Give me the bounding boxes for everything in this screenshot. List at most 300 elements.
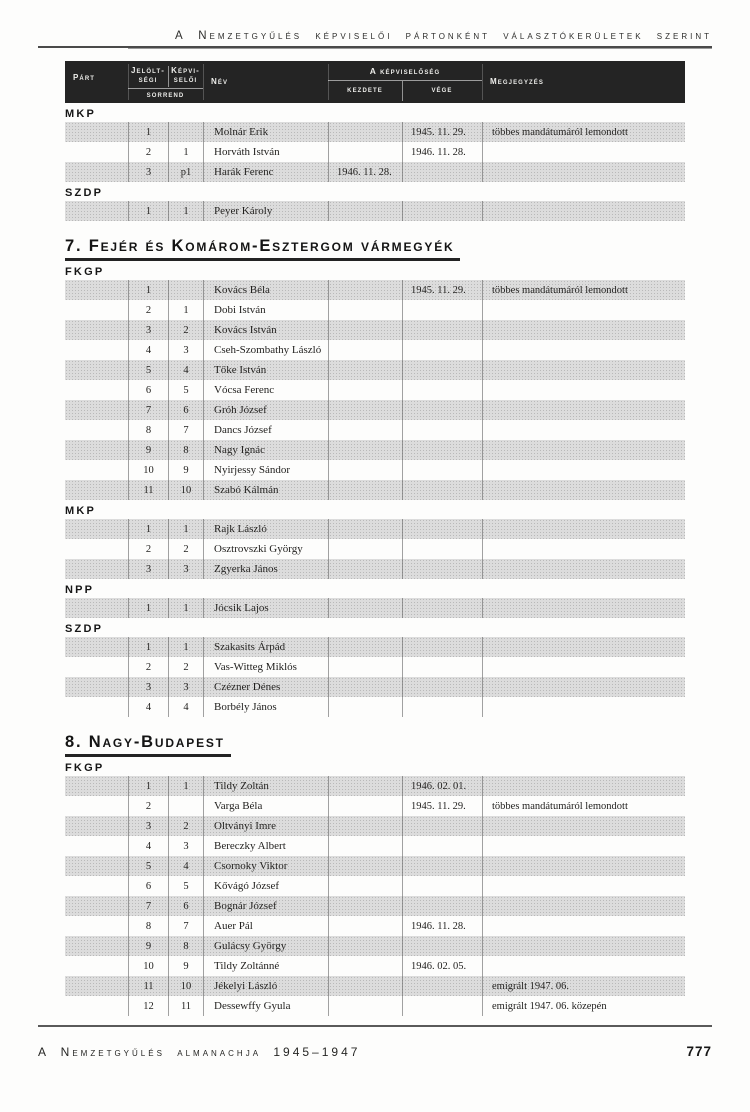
cell-representative-order	[168, 122, 203, 142]
cell-note	[482, 420, 685, 440]
cell-candidacy-order: 12	[128, 996, 168, 1016]
cell-term-start	[328, 836, 402, 856]
cell-representative-order: 4	[168, 360, 203, 380]
header-divider-term-horizontal	[328, 80, 482, 81]
cell-name: Bognár József	[203, 896, 328, 916]
cell-term-start	[328, 916, 402, 936]
cell-name: Czézner Dénes	[203, 677, 328, 697]
cell-term-end	[402, 420, 482, 440]
cell-representative-order: 1	[168, 201, 203, 221]
header-column-line	[128, 64, 129, 100]
cell-candidacy-order: 2	[128, 539, 168, 559]
party-row-group	[65, 201, 685, 221]
cell-note: többes mandátumáról lemondott	[482, 122, 685, 142]
table-row	[65, 956, 685, 976]
cell-note: többes mandátumáról lemondott	[482, 796, 685, 816]
header-divider-sort-horizontal	[128, 88, 203, 89]
cell-name: Osztrovszki György	[203, 539, 328, 559]
table-row	[65, 996, 685, 1016]
cell-term-end: 1945. 11. 29.	[402, 280, 482, 300]
table-row	[65, 300, 685, 320]
cell-representative-order	[168, 280, 203, 300]
cell-representative-order: 1	[168, 776, 203, 796]
cell-representative-order: 6	[168, 896, 203, 916]
cell-candidacy-order: 8	[128, 420, 168, 440]
cell-term-end	[402, 856, 482, 876]
cell-candidacy-order: 3	[128, 816, 168, 836]
table	[65, 61, 685, 1016]
party-label: MKP	[65, 505, 97, 517]
cell-party	[65, 677, 128, 697]
cell-name: Varga Béla	[203, 796, 328, 816]
table-row	[65, 539, 685, 559]
table-row	[65, 519, 685, 539]
table-row	[65, 637, 685, 657]
cell-representative-order: p1	[168, 162, 203, 182]
cell-representative-order: 8	[168, 440, 203, 460]
table-row	[65, 776, 685, 796]
cell-party	[65, 637, 128, 657]
party-label: FKGP	[65, 762, 105, 774]
cell-representative-order: 1	[168, 300, 203, 320]
cell-note	[482, 201, 685, 221]
cell-note	[482, 480, 685, 500]
cell-party	[65, 519, 128, 539]
table-row	[65, 876, 685, 896]
cell-term-start	[328, 519, 402, 539]
cell-name: Jócsik Lajos	[203, 598, 328, 618]
cell-party	[65, 142, 128, 162]
cell-representative-order: 1	[168, 637, 203, 657]
table-row	[65, 657, 685, 677]
cell-candidacy-order: 1	[128, 280, 168, 300]
cell-term-end	[402, 440, 482, 460]
cell-representative-order: 11	[168, 996, 203, 1016]
cell-representative-order: 7	[168, 420, 203, 440]
table-row	[65, 360, 685, 380]
cell-note	[482, 657, 685, 677]
table-row	[65, 816, 685, 836]
cell-term-start	[328, 637, 402, 657]
cell-term-start	[328, 142, 402, 162]
table-row	[65, 142, 685, 162]
cell-representative-order: 1	[168, 519, 203, 539]
cell-term-end: 1946. 02. 01.	[402, 776, 482, 796]
table-row	[65, 896, 685, 916]
table-row	[65, 976, 685, 996]
cell-candidacy-order: 1	[128, 519, 168, 539]
cell-name: Rajk László	[203, 519, 328, 539]
header-divider-sort-vertical	[168, 66, 169, 87]
cell-candidacy-order: 11	[128, 480, 168, 500]
cell-party	[65, 916, 128, 936]
cell-term-start	[328, 796, 402, 816]
cell-candidacy-order: 9	[128, 936, 168, 956]
cell-term-start	[328, 677, 402, 697]
cell-note	[482, 559, 685, 579]
cell-candidacy-order: 2	[128, 657, 168, 677]
cell-name: Csornoky Viktor	[203, 856, 328, 876]
cell-party	[65, 796, 128, 816]
cell-candidacy-order: 1	[128, 776, 168, 796]
cell-party	[65, 122, 128, 142]
cell-name: Tildy Zoltánné	[203, 956, 328, 976]
section-heading-text: 7. Fejér és Komárom-Esztergom vármegyék	[65, 237, 460, 261]
cell-name: Peyer Károly	[203, 201, 328, 221]
cell-note	[482, 340, 685, 360]
header-column-line	[482, 64, 483, 100]
cell-candidacy-order: 3	[128, 559, 168, 579]
cell-term-start	[328, 460, 402, 480]
cell-term-start	[328, 996, 402, 1016]
cell-candidacy-order: 3	[128, 320, 168, 340]
cell-candidacy-order: 9	[128, 440, 168, 460]
cell-party	[65, 360, 128, 380]
table-row	[65, 936, 685, 956]
cell-note	[482, 677, 685, 697]
cell-party	[65, 559, 128, 579]
cell-candidacy-order: 7	[128, 400, 168, 420]
cell-name: Vócsa Ferenc	[203, 380, 328, 400]
page-title: A Nemzetgyűlés képviselői pártonként választókerületek szerint	[175, 30, 712, 42]
cell-term-end	[402, 697, 482, 717]
cell-term-end	[402, 519, 482, 539]
cell-term-end	[402, 340, 482, 360]
cell-representative-order: 9	[168, 460, 203, 480]
table-row	[65, 598, 685, 618]
cell-term-start	[328, 697, 402, 717]
table-row	[65, 697, 685, 717]
cell-term-end	[402, 480, 482, 500]
cell-party	[65, 440, 128, 460]
cell-candidacy-order: 1	[128, 637, 168, 657]
table-row	[65, 916, 685, 936]
title-rule	[38, 46, 712, 48]
cell-note	[482, 598, 685, 618]
cell-name: Auer Pál	[203, 916, 328, 936]
party-label: MKP	[65, 108, 97, 120]
cell-term-end	[402, 162, 482, 182]
cell-note	[482, 300, 685, 320]
cell-term-start	[328, 896, 402, 916]
cell-name: Bereczky Albert	[203, 836, 328, 856]
cell-term-start	[328, 360, 402, 380]
cell-candidacy-order: 6	[128, 876, 168, 896]
cell-term-end	[402, 559, 482, 579]
cell-name: Horváth István	[203, 142, 328, 162]
cell-name: Vas-Witteg Miklós	[203, 657, 328, 677]
cell-party	[65, 697, 128, 717]
party-row-group	[65, 519, 685, 579]
col-header-name: Név	[211, 77, 229, 86]
cell-representative-order: 5	[168, 380, 203, 400]
cell-party	[65, 657, 128, 677]
cell-term-end	[402, 816, 482, 836]
cell-term-end	[402, 896, 482, 916]
table-row	[65, 460, 685, 480]
cell-note	[482, 956, 685, 976]
cell-note	[482, 380, 685, 400]
cell-term-end	[402, 657, 482, 677]
table-row	[65, 340, 685, 360]
table-row	[65, 380, 685, 400]
party-row-group	[65, 598, 685, 618]
cell-name: Molnár Erik	[203, 122, 328, 142]
col-header-candidacy-line2: ségi	[138, 75, 158, 84]
cell-candidacy-order: 7	[128, 896, 168, 916]
content-area	[38, 0, 712, 1059]
cell-party	[65, 460, 128, 480]
col-header-representative-line1: Képvi-	[171, 66, 200, 75]
cell-term-start	[328, 300, 402, 320]
cell-term-end	[402, 876, 482, 896]
header-column-line	[203, 64, 204, 100]
cell-party	[65, 996, 128, 1016]
cell-representative-order: 4	[168, 697, 203, 717]
cell-name: Oltványi Imre	[203, 816, 328, 836]
table-row	[65, 162, 685, 182]
cell-term-end: 1945. 11. 29.	[402, 122, 482, 142]
cell-term-start	[328, 876, 402, 896]
cell-term-start	[328, 380, 402, 400]
cell-candidacy-order: 5	[128, 856, 168, 876]
cell-note	[482, 637, 685, 657]
party-label: SZDP	[65, 187, 104, 199]
cell-name: Kovács Béla	[203, 280, 328, 300]
cell-term-end	[402, 836, 482, 856]
cell-term-end: 1945. 11. 29.	[402, 796, 482, 816]
cell-party	[65, 201, 128, 221]
cell-term-end	[402, 460, 482, 480]
cell-name: Kovács István	[203, 320, 328, 340]
cell-note	[482, 320, 685, 340]
cell-candidacy-order: 6	[128, 380, 168, 400]
page-number: 777	[686, 1044, 712, 1059]
footer-title: A Nemzetgyűlés almanachja 1945–1947	[38, 1045, 361, 1059]
cell-representative-order: 2	[168, 657, 203, 677]
cell-candidacy-order: 11	[128, 976, 168, 996]
cell-party	[65, 876, 128, 896]
cell-term-end	[402, 360, 482, 380]
section-heading	[65, 237, 685, 261]
cell-name: Zgyerka János	[203, 559, 328, 579]
cell-term-start	[328, 320, 402, 340]
table-row	[65, 856, 685, 876]
cell-note	[482, 836, 685, 856]
cell-term-end	[402, 380, 482, 400]
cell-term-start	[328, 856, 402, 876]
cell-party	[65, 539, 128, 559]
cell-representative-order: 8	[168, 936, 203, 956]
cell-term-start	[328, 201, 402, 221]
cell-term-start	[328, 776, 402, 796]
cell-term-start	[328, 816, 402, 836]
cell-name: Tőke István	[203, 360, 328, 380]
cell-name: Szabó Kálmán	[203, 480, 328, 500]
table-row	[65, 320, 685, 340]
cell-note	[482, 460, 685, 480]
table-row	[65, 440, 685, 460]
cell-candidacy-order: 10	[128, 460, 168, 480]
cell-representative-order: 3	[168, 340, 203, 360]
cell-note	[482, 360, 685, 380]
cell-term-end	[402, 539, 482, 559]
cell-candidacy-order: 1	[128, 201, 168, 221]
cell-representative-order: 2	[168, 816, 203, 836]
cell-party	[65, 340, 128, 360]
cell-candidacy-order: 4	[128, 836, 168, 856]
table-row	[65, 420, 685, 440]
cell-candidacy-order: 2	[128, 142, 168, 162]
cell-term-start	[328, 400, 402, 420]
cell-term-end	[402, 976, 482, 996]
table-header-row	[65, 61, 685, 103]
cell-representative-order: 3	[168, 836, 203, 856]
page-header	[38, 0, 712, 48]
cell-candidacy-order: 3	[128, 677, 168, 697]
cell-name: Szakasits Árpád	[203, 637, 328, 657]
cell-representative-order: 3	[168, 559, 203, 579]
cell-note	[482, 697, 685, 717]
cell-representative-order: 4	[168, 856, 203, 876]
cell-note	[482, 142, 685, 162]
col-header-candidacy-order	[128, 66, 168, 84]
cell-term-start	[328, 598, 402, 618]
party-label: FKGP	[65, 266, 105, 278]
col-header-term-end: vége	[431, 85, 453, 94]
cell-term-start	[328, 976, 402, 996]
cell-note	[482, 856, 685, 876]
header-column-line	[328, 64, 329, 100]
table-row	[65, 559, 685, 579]
section-heading-text: 8. Nagy-Budapest	[65, 733, 231, 757]
col-header-term-start: kezdete	[347, 85, 383, 94]
cell-party	[65, 856, 128, 876]
cell-term-start	[328, 340, 402, 360]
cell-representative-order: 6	[168, 400, 203, 420]
cell-term-end	[402, 637, 482, 657]
cell-term-end	[402, 677, 482, 697]
cell-term-end	[402, 300, 482, 320]
cell-candidacy-order: 2	[128, 796, 168, 816]
cell-name: Nyirjessy Sándor	[203, 460, 328, 480]
cell-term-end	[402, 936, 482, 956]
cell-note	[482, 936, 685, 956]
cell-name: Dessewffy Gyula	[203, 996, 328, 1016]
cell-representative-order: 3	[168, 677, 203, 697]
table-row	[65, 480, 685, 500]
cell-candidacy-order: 1	[128, 122, 168, 142]
table-row	[65, 796, 685, 816]
cell-term-end: 1946. 02. 05.	[402, 956, 482, 976]
cell-candidacy-order: 3	[128, 162, 168, 182]
cell-party	[65, 936, 128, 956]
cell-name: Harák Ferenc	[203, 162, 328, 182]
cell-name: Borbély János	[203, 697, 328, 717]
cell-term-start	[328, 480, 402, 500]
cell-term-end	[402, 400, 482, 420]
cell-term-start	[328, 657, 402, 677]
cell-term-end	[402, 598, 482, 618]
cell-party	[65, 280, 128, 300]
cell-note	[482, 400, 685, 420]
party-label: NPP	[65, 584, 95, 596]
cell-term-start	[328, 936, 402, 956]
cell-name: Jékelyi László	[203, 976, 328, 996]
cell-term-start	[328, 559, 402, 579]
table-row	[65, 677, 685, 697]
cell-term-start: 1946. 11. 28.	[328, 162, 402, 182]
col-header-representative-line2: selői	[173, 75, 198, 84]
col-header-order: sorrend	[146, 90, 185, 99]
party-row-group	[65, 637, 685, 717]
cell-note	[482, 519, 685, 539]
header-divider-term-vertical	[402, 81, 403, 101]
cell-note	[482, 896, 685, 916]
table-row	[65, 836, 685, 856]
cell-candidacy-order: 1	[128, 598, 168, 618]
table-row	[65, 400, 685, 420]
cell-candidacy-order: 5	[128, 360, 168, 380]
cell-candidacy-order: 2	[128, 300, 168, 320]
cell-note: emigrált 1947. 06.	[482, 976, 685, 996]
party-row-group	[65, 122, 685, 182]
page-footer	[38, 1044, 712, 1059]
cell-term-end	[402, 201, 482, 221]
cell-representative-order: 7	[168, 916, 203, 936]
cell-note	[482, 816, 685, 836]
cell-note	[482, 539, 685, 559]
cell-term-start	[328, 539, 402, 559]
table-bottom-rule	[38, 1025, 712, 1027]
cell-name: Cseh-Szombathy László	[203, 340, 328, 360]
cell-representative-order: 1	[168, 142, 203, 162]
table-row	[65, 122, 685, 142]
cell-note: többes mandátumáról lemondott	[482, 280, 685, 300]
cell-name: Gróh József	[203, 400, 328, 420]
table-body	[65, 108, 685, 1016]
party-row-group	[65, 776, 685, 1016]
cell-note	[482, 916, 685, 936]
cell-term-start	[328, 280, 402, 300]
cell-representative-order: 9	[168, 956, 203, 976]
cell-party	[65, 836, 128, 856]
col-header-representative-order	[168, 66, 203, 84]
col-header-note: Megjegyzés	[490, 77, 545, 86]
table-row	[65, 280, 685, 300]
cell-name: Nagy Ignác	[203, 440, 328, 460]
cell-candidacy-order: 10	[128, 956, 168, 976]
cell-party	[65, 816, 128, 836]
cell-party	[65, 480, 128, 500]
party-row-group	[65, 280, 685, 500]
cell-name: Tildy Zoltán	[203, 776, 328, 796]
col-header-party: Párt	[73, 73, 96, 82]
cell-note	[482, 876, 685, 896]
cell-party	[65, 162, 128, 182]
cell-name: Dobi István	[203, 300, 328, 320]
cell-party	[65, 320, 128, 340]
cell-term-start	[328, 440, 402, 460]
cell-party	[65, 400, 128, 420]
cell-candidacy-order: 4	[128, 340, 168, 360]
cell-name: Kővágó József	[203, 876, 328, 896]
cell-party	[65, 896, 128, 916]
cell-representative-order: 1	[168, 598, 203, 618]
cell-term-start	[328, 956, 402, 976]
cell-term-end: 1946. 11. 28.	[402, 916, 482, 936]
cell-party	[65, 598, 128, 618]
